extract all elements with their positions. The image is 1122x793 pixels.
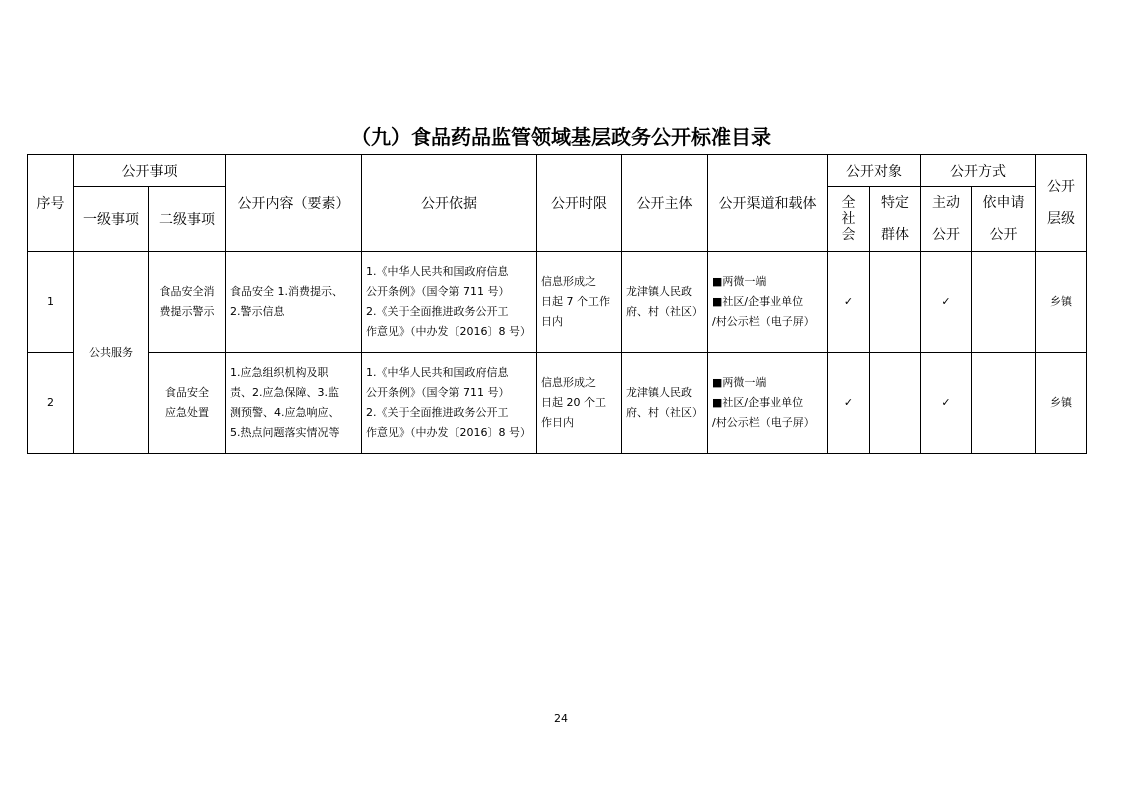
table-row: [28, 252, 1087, 353]
check-on-request: [972, 353, 1036, 454]
header-target-all-char: 社: [841, 211, 856, 227]
header-seq: 序号: [28, 155, 74, 252]
row-basis: [362, 252, 537, 353]
header-time-limit: 公开时限: [537, 155, 622, 252]
row-subject: [622, 252, 708, 353]
row-seq: 1: [28, 252, 74, 353]
row-basis-line: 作意见》（中办发〔2016〕8 号）: [366, 426, 531, 439]
page-title: （九）食品药品监管领域基层政务公开标准目录: [351, 125, 771, 149]
header-method-active-line: 公开: [932, 227, 960, 243]
row-channel-line: /村公示栏（电子屏）: [712, 416, 815, 429]
header-level-line: 层级: [1047, 211, 1075, 227]
row-channel: [708, 252, 828, 353]
header-content: 公开内容（要素）: [226, 155, 362, 252]
row-channel: [708, 353, 828, 454]
row-basis-line: 1.《中华人民共和国政府信息: [366, 366, 509, 379]
row-content-line: 2.警示信息: [230, 305, 285, 318]
header-target-all: [828, 187, 870, 252]
header-target-specific-line: 群体: [881, 227, 909, 243]
row-subject-line: 府、村（社区）: [626, 406, 703, 419]
row-subject-line: 龙津镇人民政: [626, 285, 692, 298]
row-level: 乡镇: [1036, 353, 1087, 454]
row-subject-line: 龙津镇人民政: [626, 386, 692, 399]
header-matters: 公开事项: [74, 155, 226, 187]
row-channel-line: ■社区/企事业单位: [712, 295, 804, 308]
header-target: 公开对象: [828, 155, 921, 187]
row-level2-line: 费提示警示: [159, 305, 215, 318]
row-level2-line: 应急处置: [165, 406, 209, 419]
header-level: [1036, 155, 1087, 252]
row-basis-line: 2.《关于全面推进政务公开工: [366, 305, 509, 318]
row-time-limit: [537, 353, 622, 454]
catalog-table: [27, 154, 1087, 454]
row-basis-line: 2.《关于全面推进政务公开工: [366, 406, 509, 419]
row-time-limit: [537, 252, 622, 353]
check-on-request: [972, 252, 1036, 353]
row-basis-line: 公开条例》（国令第 711 号）: [366, 285, 510, 298]
page-number: 24: [554, 712, 568, 725]
row-content-line: 责、2.应急保障、3.监: [230, 386, 339, 399]
check-active: ✓: [921, 252, 972, 353]
check-all-society: ✓: [828, 252, 870, 353]
row-basis-line: 作意见》（中办发〔2016〕8 号）: [366, 325, 531, 338]
header-level-line: 公开: [1047, 179, 1075, 195]
check-specific-group: [870, 353, 921, 454]
header-level1: 一级事项: [74, 187, 149, 252]
row-level2-line: 食品安全消: [159, 285, 215, 298]
row-time-limit-line: 日内: [541, 315, 563, 328]
row-content-line: 食品安全 1.消费提示、: [230, 285, 343, 298]
row-level2-line: 食品安全: [165, 386, 209, 399]
row-level: 乡镇: [1036, 252, 1087, 353]
check-all-society: ✓: [828, 353, 870, 454]
header-target-specific-line: 特定: [881, 195, 909, 211]
row-content: [226, 353, 362, 454]
header-level2: 二级事项: [149, 187, 226, 252]
row-time-limit-line: 信息形成之: [541, 376, 596, 389]
header-method: 公开方式: [921, 155, 1036, 187]
row-content: [226, 252, 362, 353]
row-basis-line: 公开条例》（国令第 711 号）: [366, 386, 510, 399]
header-method-active: [921, 187, 972, 252]
header-basis: 公开依据: [362, 155, 537, 252]
row-subject-line: 府、村（社区）: [626, 305, 703, 318]
row-channel-line: ■两微一端: [712, 275, 767, 288]
row-content-line: 5.热点问题落实情况等: [230, 426, 340, 439]
row-content-line: 测预警、4.应急响应、: [230, 406, 340, 419]
row-channel-line: ■社区/企事业单位: [712, 396, 804, 409]
header-channel: 公开渠道和载体: [708, 155, 828, 252]
row-content-line: 1.应急组织机构及职: [230, 366, 329, 379]
row-time-limit-line: 作日内: [541, 416, 574, 429]
row-subject: [622, 353, 708, 454]
row-time-limit-line: 信息形成之: [541, 275, 596, 288]
check-active: ✓: [921, 353, 972, 454]
header-target-specific: [870, 187, 921, 252]
header-method-request-line: 依申请: [982, 195, 1025, 211]
row-level2: [149, 353, 226, 454]
row-channel-line: ■两微一端: [712, 376, 767, 389]
row-basis-line: 1.《中华人民共和国政府信息: [366, 265, 509, 278]
header-method-request-line: 公开: [989, 227, 1018, 243]
level1-item: 公共服务: [74, 252, 149, 454]
table-row: [28, 353, 1087, 454]
header-target-all-char: 全: [841, 195, 856, 211]
row-time-limit-line: 日起 20 个工: [541, 396, 606, 409]
row-seq: 2: [28, 353, 74, 454]
header-method-active-line: 主动: [932, 195, 960, 211]
row-time-limit-line: 日起 7 个工作: [541, 295, 610, 308]
header-subject: 公开主体: [622, 155, 708, 252]
row-basis: [362, 353, 537, 454]
header-method-request: [972, 187, 1036, 252]
header-target-all-char: 会: [841, 227, 856, 243]
row-level2: [149, 252, 226, 353]
row-channel-line: /村公示栏（电子屏）: [712, 315, 815, 328]
check-specific-group: [870, 252, 921, 353]
